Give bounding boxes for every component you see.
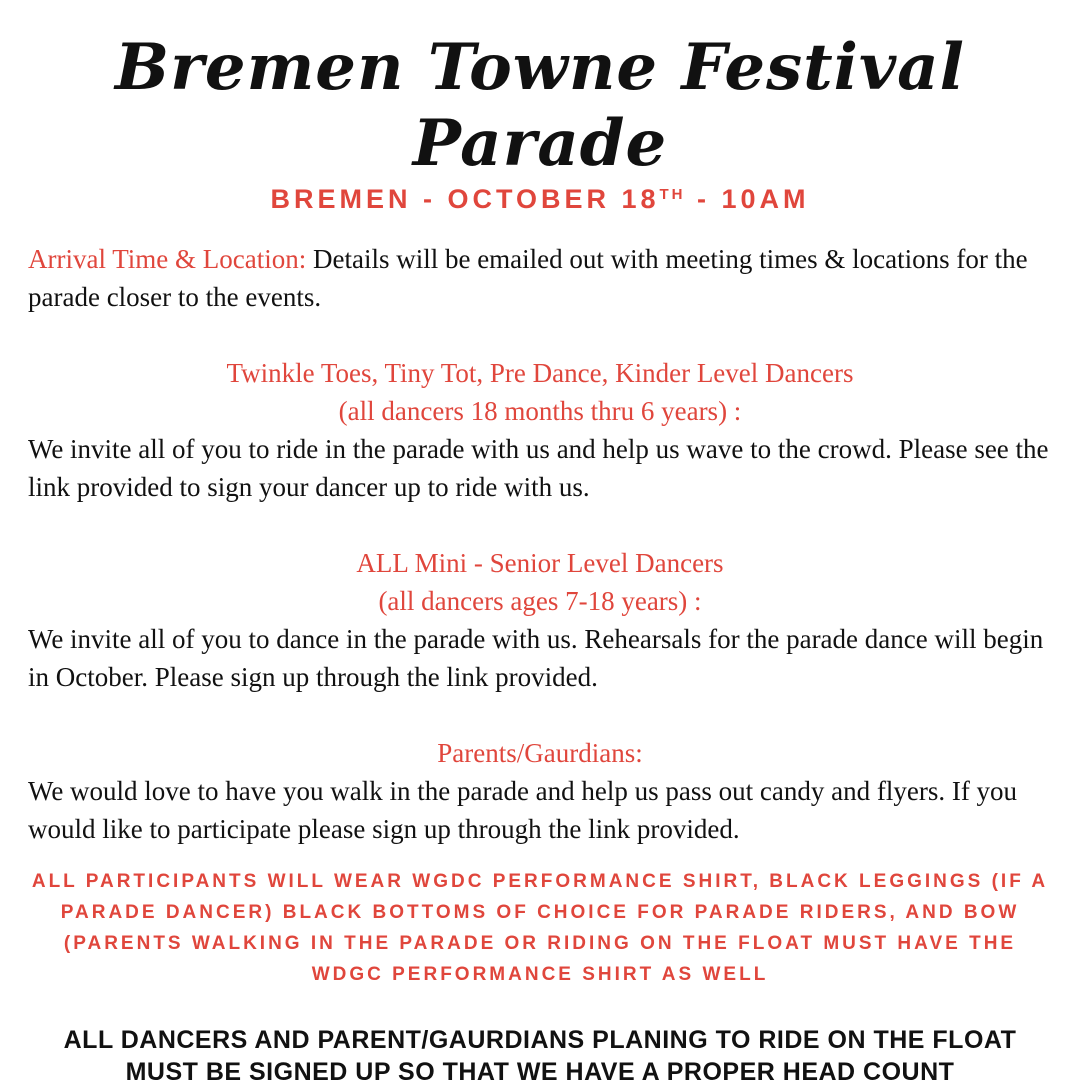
arrival-section xyxy=(28,240,1052,316)
parents-heading: Parents/Gaurdians: xyxy=(437,738,643,768)
date-ordinal-suffix: TH xyxy=(659,186,686,203)
older-heading-line2: (all dancers ages 7-18 years) : xyxy=(378,586,702,616)
event-time: - 10AM xyxy=(685,184,810,214)
arrival-label: Arrival Time & Location: xyxy=(28,244,307,274)
older-heading-line1: ALL Mini - Senior Level Dancers xyxy=(356,548,724,578)
older-text: We invite all of you to dance in the parade with us. Rehearsals for the parade dance will begin in October. Please sign up through the link provided. xyxy=(28,624,1044,692)
event-date-prefix: BREMEN - OCTOBER 18 xyxy=(270,184,660,214)
younger-text: We invite all of you to ride in the parade with us and help us wave to the crowd. Please see the link provided to sign your dancer up to ride with us. xyxy=(28,434,1049,502)
signup-requirement-notice: ALL DANCERS AND PARENT/GAURDIANS PLANING TO RIDE ON THE FLOAT MUST BE SIGNED UP SO THAT WE HAVE A PROPER HEAD COUNT xyxy=(63,1026,1017,1086)
arrival-text: Details will be emailed out with meeting times & locations for the parade closer to the events. xyxy=(28,244,1028,312)
event-date-line xyxy=(28,182,1052,216)
parents-text: We would love to have you walk in the parade and help us pass out candy and flyers. If you would like to participate please sign up through the link provided. xyxy=(28,776,1018,844)
page-title: Bremen Towne Festival Parade xyxy=(115,30,965,181)
younger-heading-line2: (all dancers 18 months thru 6 years) : xyxy=(338,396,742,426)
content-body xyxy=(28,240,1052,848)
dress-code-notice: ALL PARTICIPANTS WILL WEAR WGDC PERFORMANCE SHIRT, BLACK LEGGINGS (IF A PARADE DANCER) BLACK BOTTOMS OF CHOICE FOR PARADE RIDERS, AND BOW (PARENTS WALKING IN THE PARADE OR RIDING ON THE FLOAT MUST HAVE THE WDGC PERFORMANCE SHIRT AS WELL xyxy=(31,871,1049,985)
younger-heading-line1: Twinkle Toes, Tiny Tot, Pre Dance, Kinder Level Dancers xyxy=(226,358,854,388)
